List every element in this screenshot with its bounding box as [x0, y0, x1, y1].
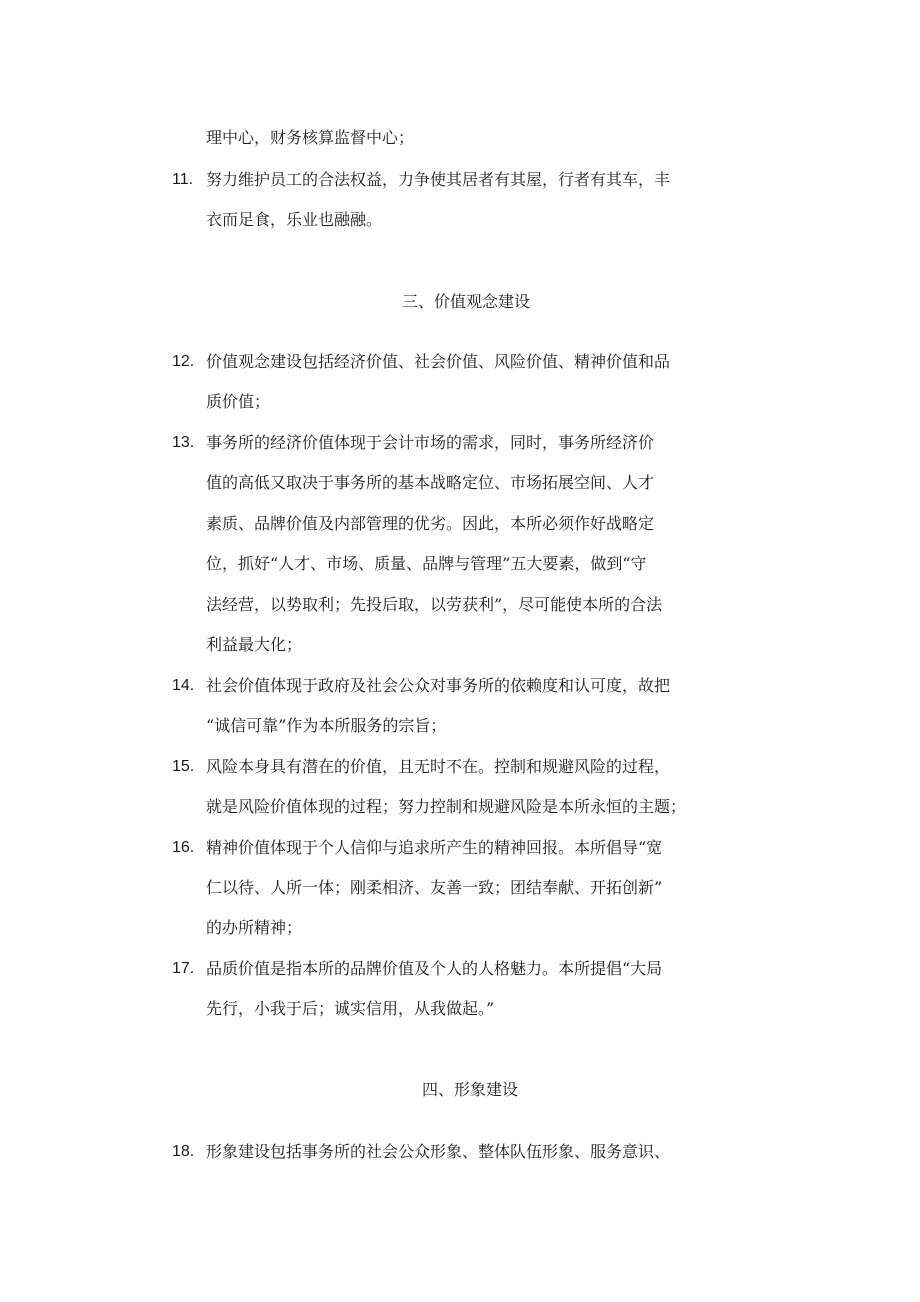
- text-line: 价值观念建设包括经济价值、社会价值、风险价值、精神价值和品: [206, 352, 671, 371]
- item-number: 15.: [172, 758, 195, 775]
- text-line: 风险本身具有潜在的价值，且无时不在。控制和规避风险的过程，: [206, 757, 671, 776]
- item-number: 14.: [172, 677, 195, 694]
- text-line: 的办所精神；: [206, 918, 303, 937]
- section-heading: 四、形象建设: [421, 1080, 518, 1099]
- item-number: 11.: [172, 171, 194, 188]
- text-line: 理中心，财务核算监督中心；: [206, 128, 415, 147]
- text-line: 社会价值体现于政府及社会公众对事务所的依赖度和认可度，故把: [206, 676, 671, 695]
- text-line: 位，抓好“人才、市场、质量、品牌与管理”五大要素，做到“守: [206, 554, 647, 573]
- text-line: 努力维护员工的合法权益，力争使其居者有其屋，行者有其车，丰: [206, 170, 671, 189]
- text-line: 衣而足食，乐业也融融。: [206, 210, 383, 229]
- text-line: 事务所的经济价值体现于会计市场的需求，同时，事务所经济价: [206, 433, 655, 452]
- text-line: 品质价值是指本所的品牌价值及个人的人格魅力。本所提倡“大局: [206, 959, 663, 978]
- section-heading: 三、价值观念建设: [401, 292, 530, 311]
- text-line: 仁以待、人所一体；刚柔相济、友善一致；团结奉献、开拓创新”: [206, 878, 663, 897]
- text-line: 精神价值体现于个人信仰与追求所产生的精神回报。本所倡导“宽: [206, 838, 663, 857]
- text-line: 值的高低又取决于事务所的基本战略定位、市场拓展空间、人才: [206, 473, 655, 492]
- text-line: 就是风险价值体现的过程；努力控制和规避风险是本所永恒的主题；: [206, 797, 687, 816]
- item-number: 18.: [172, 1143, 195, 1160]
- text-line: 质价值；: [206, 392, 271, 411]
- text-line: 利益最大化；: [206, 635, 303, 654]
- text-line: “诚信可靠”作为本所服务的宗旨；: [206, 716, 447, 735]
- text-line: 形象建设包括事务所的社会公众形象、整体队伍形象、服务意识、: [206, 1142, 671, 1161]
- item-number: 13.: [172, 434, 195, 451]
- item-number: 16.: [172, 839, 195, 856]
- text-line: 素质、品牌价值及内部管理的优劣。因此，本所必须作好战略定: [206, 514, 655, 533]
- item-number: 17.: [172, 960, 195, 977]
- text-line: 法经营，以势取利；先投后取，以劳获利”，尽可能使本所的合法: [206, 595, 663, 614]
- item-number: 12.: [172, 353, 195, 370]
- text-line: 先行，小我于后；诚实信用，从我做起。”: [206, 999, 495, 1018]
